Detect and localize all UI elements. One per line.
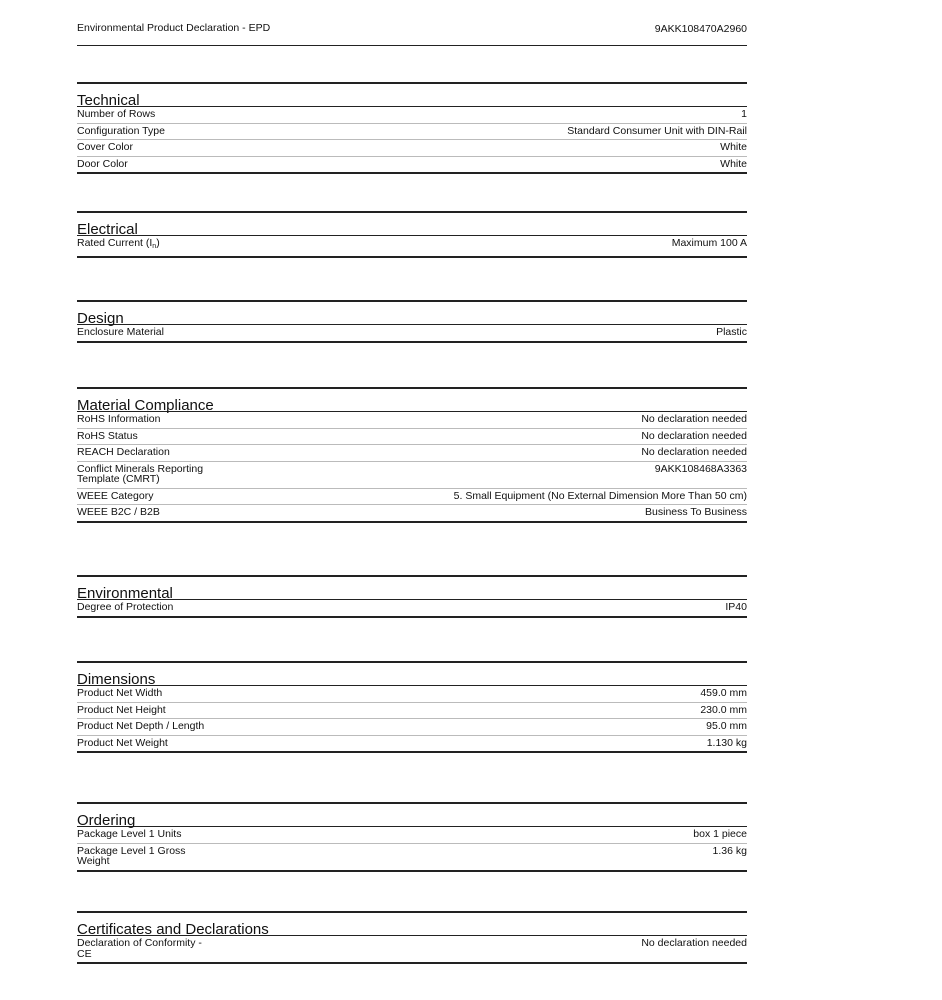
property-label-text: REACH Declaration bbox=[77, 446, 170, 458]
property-label-text: Number of Rows bbox=[77, 108, 156, 120]
property-value: box 1 piece bbox=[693, 828, 747, 840]
property-row bbox=[77, 124, 747, 141]
property-row bbox=[77, 429, 747, 446]
section-title: Design bbox=[77, 300, 747, 325]
property-label bbox=[77, 142, 217, 153]
property-table bbox=[77, 412, 747, 523]
property-label-text: Declaration of Conformity - CE bbox=[77, 937, 202, 960]
property-label bbox=[77, 238, 217, 253]
section-technical bbox=[77, 82, 747, 174]
property-table bbox=[77, 686, 747, 753]
property-value: IP40 bbox=[725, 601, 747, 613]
property-label-text: Package Level 1 Gross Weight bbox=[77, 844, 186, 867]
section-title: Electrical bbox=[77, 211, 747, 236]
property-label-text: Rated Current (I bbox=[77, 237, 153, 249]
document-number: 9AKK108470A2960 bbox=[654, 23, 747, 35]
section-title: Certificates and Declarations bbox=[77, 911, 747, 936]
property-row bbox=[77, 445, 747, 462]
property-label-text: Product Net Weight bbox=[77, 736, 168, 749]
property-row bbox=[77, 489, 747, 506]
property-value: 1.130 kg bbox=[706, 736, 747, 749]
property-value: 1 bbox=[741, 108, 747, 120]
property-row bbox=[77, 719, 747, 736]
property-label-subscript: n bbox=[152, 243, 157, 250]
page-header bbox=[77, 23, 747, 46]
property-table bbox=[77, 827, 747, 872]
property-label bbox=[77, 126, 217, 137]
property-label bbox=[77, 491, 217, 502]
property-value: No declaration needed bbox=[641, 446, 747, 458]
property-label-text: Product Net Width bbox=[77, 687, 163, 699]
property-row bbox=[77, 736, 747, 752]
property-label bbox=[77, 431, 217, 442]
property-label bbox=[77, 109, 217, 120]
property-label bbox=[77, 507, 217, 518]
section-design bbox=[77, 300, 747, 343]
property-row bbox=[77, 325, 747, 341]
property-row bbox=[77, 844, 747, 870]
property-table bbox=[77, 325, 747, 343]
property-label-text: Cover Color bbox=[77, 141, 134, 153]
property-value: Business To Business bbox=[645, 506, 747, 518]
document-title: Environmental Product Declaration - EPD bbox=[77, 22, 271, 34]
property-row bbox=[77, 600, 747, 616]
section-electrical bbox=[77, 211, 747, 258]
property-row bbox=[77, 412, 747, 429]
property-label-text: WEEE Category bbox=[77, 489, 154, 502]
property-label bbox=[77, 721, 217, 732]
property-row bbox=[77, 140, 747, 157]
property-label bbox=[77, 464, 217, 485]
section-title: Material Compliance bbox=[77, 387, 747, 412]
section-environmental bbox=[77, 575, 747, 618]
property-label-text: Package Level 1 Units bbox=[77, 828, 182, 840]
property-value: No declaration needed bbox=[641, 429, 747, 442]
property-table bbox=[77, 936, 747, 964]
property-row bbox=[77, 505, 747, 521]
property-label bbox=[77, 447, 217, 458]
section-title: Environmental bbox=[77, 575, 747, 600]
property-label-text: RoHS Information bbox=[77, 413, 161, 425]
property-label bbox=[77, 738, 217, 749]
property-row bbox=[77, 936, 747, 962]
property-label-text: Product Net Height bbox=[77, 703, 166, 716]
section-title: Ordering bbox=[77, 802, 747, 827]
property-label-text: Door Color bbox=[77, 157, 128, 170]
property-value: White bbox=[720, 157, 747, 170]
property-label bbox=[77, 327, 217, 338]
property-label-text: Degree of Protection bbox=[77, 601, 174, 613]
property-value: Maximum 100 A bbox=[671, 237, 747, 249]
section-certificates-and-declarations bbox=[77, 911, 747, 964]
property-row bbox=[77, 827, 747, 844]
section-dimensions bbox=[77, 661, 747, 753]
property-row bbox=[77, 703, 747, 720]
property-label-text: Enclosure Material bbox=[77, 326, 164, 338]
property-label-text: Configuration Type bbox=[77, 124, 165, 137]
section-material-compliance bbox=[77, 387, 747, 523]
property-label-text: WEEE B2C / B2B bbox=[77, 506, 160, 518]
property-label bbox=[77, 414, 217, 425]
property-label bbox=[77, 688, 217, 699]
property-label bbox=[77, 829, 217, 840]
property-value: Standard Consumer Unit with DIN-Rail bbox=[567, 124, 747, 137]
property-table bbox=[77, 107, 747, 174]
property-value: 95.0 mm bbox=[706, 720, 747, 732]
property-value: White bbox=[720, 141, 747, 153]
section-ordering bbox=[77, 802, 747, 872]
property-table bbox=[77, 600, 747, 618]
property-label bbox=[77, 846, 217, 867]
property-row bbox=[77, 462, 747, 489]
property-value: No declaration needed bbox=[641, 937, 747, 949]
property-value: 230.0 mm bbox=[700, 703, 747, 716]
property-row bbox=[77, 236, 747, 256]
property-value: 5. Small Equipment (No External Dimension More Than 50 cm) bbox=[453, 489, 747, 502]
property-value: Plastic bbox=[716, 326, 747, 338]
property-value: No declaration needed bbox=[641, 413, 747, 425]
property-value: 459.0 mm bbox=[700, 687, 747, 699]
property-row bbox=[77, 686, 747, 703]
property-label bbox=[77, 705, 217, 716]
property-label-text: RoHS Status bbox=[77, 429, 138, 442]
property-value: 9AKK108468A3363 bbox=[654, 462, 747, 475]
property-table bbox=[77, 236, 747, 258]
property-value: 1.36 kg bbox=[712, 844, 747, 857]
property-row bbox=[77, 107, 747, 124]
property-label-suffix: ) bbox=[156, 237, 160, 249]
property-label bbox=[77, 159, 217, 170]
property-row bbox=[77, 157, 747, 173]
section-title: Technical bbox=[77, 82, 747, 107]
property-label bbox=[77, 602, 217, 613]
property-label-text: Product Net Depth / Length bbox=[77, 720, 205, 732]
section-title: Dimensions bbox=[77, 661, 747, 686]
property-label-text: Conflict Minerals Reporting Template (CMRT) bbox=[77, 462, 204, 485]
property-label bbox=[77, 938, 217, 959]
